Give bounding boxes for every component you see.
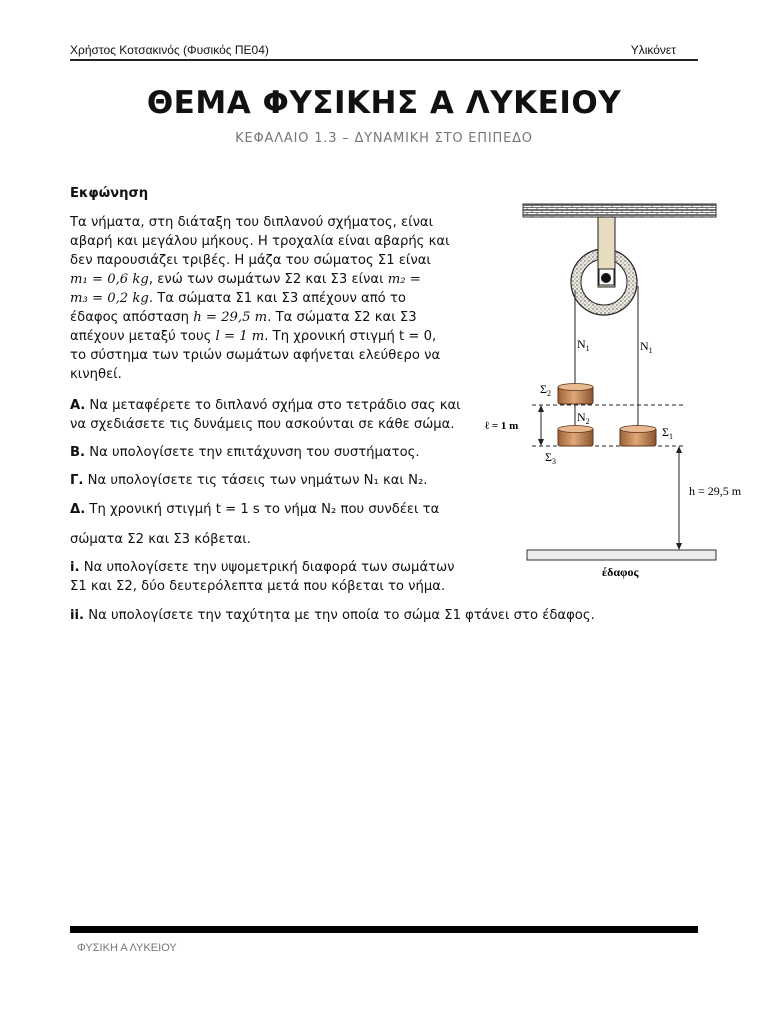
ground bbox=[527, 550, 716, 560]
mass-m3: m₃ = 0,2 kg bbox=[70, 291, 149, 306]
question-i-label: i. bbox=[70, 560, 80, 575]
statement-line-7-text2: . Τη χρονική στιγμή t = 0, bbox=[264, 329, 437, 344]
page-subtitle: ΚΕΦΑΛΑΙΟ 1.3 – ΔΥΝΑΜΙΚΗ ΣΤΟ ΕΠΙΠΕΔΟ bbox=[235, 131, 533, 146]
label-n1-left: $N_1$ bbox=[577, 337, 590, 353]
pulley-support bbox=[598, 217, 615, 287]
statement-line-7-text: απέχουν μεταξύ τους bbox=[70, 329, 216, 344]
statement-line-5 bbox=[70, 289, 406, 308]
header-divider bbox=[70, 59, 698, 61]
question-c-text: Να υπολογίσετε τις τάσεις των νημάτων Ν₁ και Ν₂. bbox=[83, 473, 428, 488]
question-a-line-1: Να μεταφέρετε το διπλανό σχήμα στο τετράδιο σας και bbox=[85, 398, 461, 413]
mass-m2: m₂ = bbox=[387, 272, 421, 287]
question-ii bbox=[70, 606, 595, 625]
header-site: Υλικόνετ bbox=[630, 43, 676, 57]
statement-line-1: Τα νήματα, στη διάταξη του διπλανού σχήματος, είναι bbox=[70, 215, 434, 230]
pulley bbox=[571, 249, 637, 315]
question-b bbox=[70, 443, 420, 462]
label-h: h = 29,5 m bbox=[689, 484, 742, 498]
question-a bbox=[70, 396, 461, 415]
statement-line-6-text: έδαφος απόσταση bbox=[70, 310, 194, 325]
statement-line-4 bbox=[70, 270, 421, 289]
footer-divider bbox=[70, 926, 698, 933]
statement-line-2: αβαρή και μεγάλου μήκους. Η τροχαλία είναι αβαρής και bbox=[70, 234, 450, 249]
label-sigma3: $\Sigma_3$ bbox=[545, 450, 556, 466]
label-l: ℓ = 1 m bbox=[485, 420, 519, 432]
question-b-text: Να υπολογίσετε την επιτάχυνση του συστήματος. bbox=[85, 445, 420, 460]
question-a-line-2: να σχεδιάσετε τις δυνάμεις που ασκούνται σε κάθε σώμα. bbox=[70, 417, 455, 432]
mass-m1: m₁ = 0,6 kg bbox=[70, 272, 149, 287]
page-title: ΘΕΜΑ ΦΥΣΙΚΗΣ Α ΛΥΚΕΙΟΥ bbox=[146, 85, 622, 121]
statement-line-9: κινηθεί. bbox=[70, 367, 122, 382]
question-a-label: Α. bbox=[70, 398, 86, 413]
distance-l: l = 1 m bbox=[215, 329, 265, 344]
height-h: h = 29,5 m bbox=[193, 310, 268, 325]
footer-text: ΦΥΣΙΚΗ Α ΛΥΚΕΙΟΥ bbox=[77, 942, 177, 954]
label-ground: έδαφος bbox=[602, 565, 639, 579]
statement-heading: Εκφώνηση bbox=[70, 186, 149, 201]
question-d bbox=[70, 500, 439, 519]
question-ii-label: ii. bbox=[70, 608, 85, 623]
label-sigma1: $\Sigma_1$ bbox=[662, 425, 673, 441]
body-sigma2 bbox=[558, 384, 593, 405]
label-sigma2: $\Sigma_2$ bbox=[540, 382, 551, 398]
question-c bbox=[70, 471, 427, 490]
question-c-label: Γ. bbox=[70, 473, 84, 488]
header-author: Χρήστος Κοτσακινός (Φυσικός ΠΕ04) bbox=[70, 43, 269, 57]
question-i-line-2: Σ1 και Σ2, δύο δευτερόλεπτα μετά που κόβεται το νήμα. bbox=[70, 579, 446, 594]
label-n2: $N_2$ bbox=[577, 410, 590, 426]
statement-line-6-text2: . Τα σώματα Σ2 και Σ3 bbox=[267, 310, 417, 325]
statement-line-8: το σύστημα των τριών σωμάτων αφήνεται ελεύθερο να bbox=[70, 348, 441, 363]
statement-line-3: δεν παρουσιάζει τριβές. Η μάζα του σώματος Σ1 είναι bbox=[70, 253, 431, 268]
question-ii-text: Να υπολογίσετε την ταχύτητα με την οποία το σώμα Σ1 φτάνει στο έδαφος. bbox=[84, 608, 595, 623]
pulley-axle bbox=[601, 273, 611, 283]
statement-line-5-text: . Τα σώματα Σ1 και Σ3 απέχουν από το bbox=[148, 291, 406, 306]
question-i-line-1: Να υπολογίσετε την υψομετρική διαφορά των σωμάτων bbox=[79, 560, 455, 575]
question-i bbox=[70, 558, 455, 577]
body-sigma3 bbox=[558, 426, 593, 447]
question-d-label: Δ. bbox=[70, 502, 86, 517]
statement-line-4-text: , ενώ των σωμάτων Σ2 και Σ3 είναι bbox=[148, 272, 388, 287]
statement-line-7 bbox=[70, 327, 436, 346]
pulley-hub bbox=[599, 269, 614, 285]
height-h-arrow bbox=[676, 446, 682, 550]
body-sigma1 bbox=[620, 426, 656, 447]
label-n1-right: $N_1$ bbox=[640, 339, 653, 355]
statement-line-6 bbox=[70, 308, 417, 327]
question-d-line-1: Τη χρονική στιγμή t = 1 s το νήμα Ν₂ που συνδέει τα bbox=[85, 502, 440, 517]
ceiling bbox=[523, 204, 716, 217]
question-b-label: Β. bbox=[70, 445, 86, 460]
distance-l-arrow bbox=[538, 405, 544, 446]
question-d-line-2: σώματα Σ2 και Σ3 κόβεται. bbox=[70, 532, 251, 547]
